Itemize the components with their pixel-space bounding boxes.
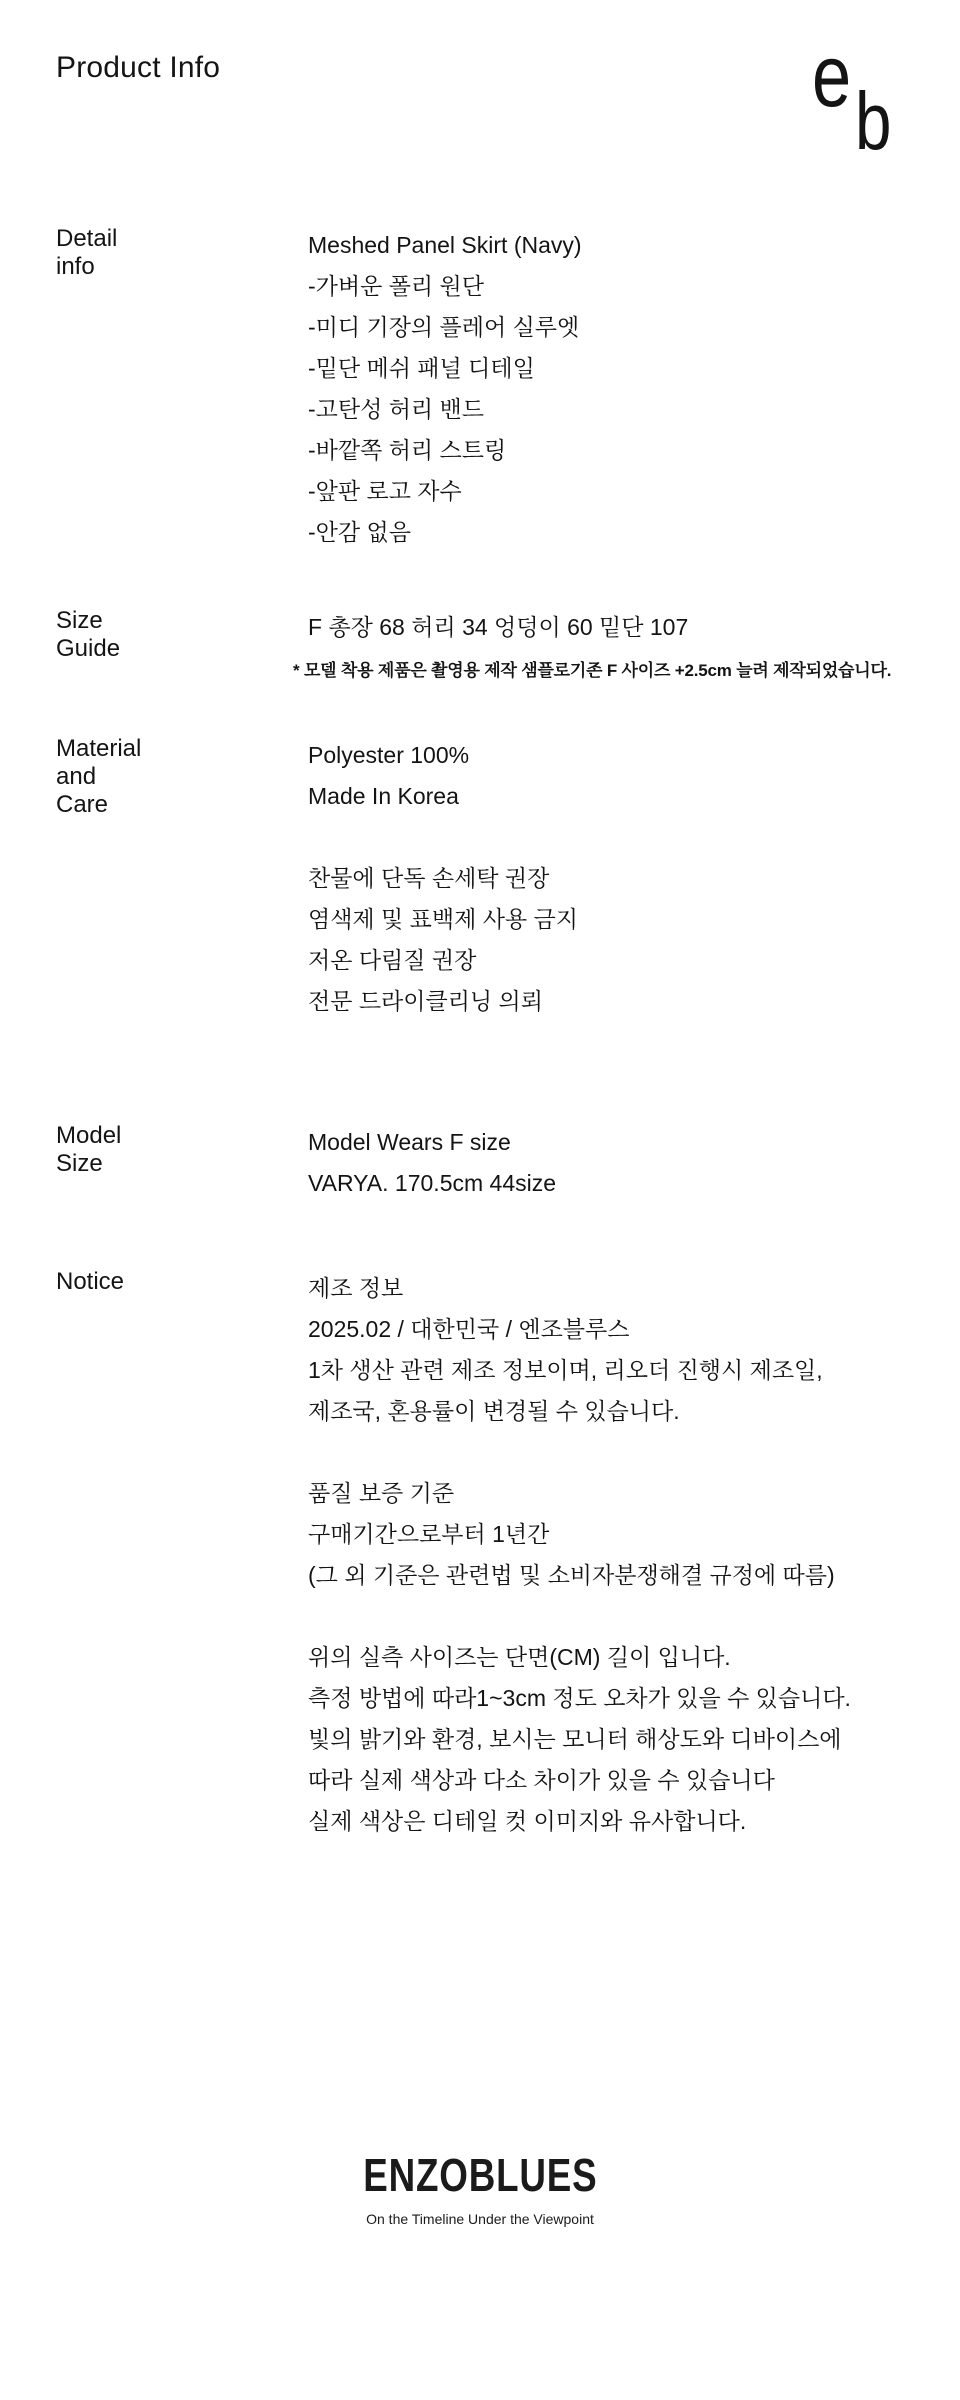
detail-feature-item: -가벼운 폴리 원단 [308, 273, 484, 299]
page-title: Product Info [56, 51, 221, 84]
notice-line: 품질 보증 기준 [308, 1480, 455, 1506]
label-line: Material [56, 735, 142, 762]
detail-feature-item: -안감 없음 [308, 519, 411, 545]
country-of-origin: Made In Korea [308, 783, 459, 809]
size-guide-content [293, 607, 892, 684]
label-line: Guide [56, 635, 121, 662]
notice-line: 2025.02 / 대한민국 / 엔조블루스 [308, 1316, 630, 1342]
detail-feature-item: -고탄성 허리 밴드 [308, 396, 484, 422]
label-line: Size [56, 1150, 103, 1177]
section-model-size [0, 1122, 960, 1204]
care-instruction: 염색제 및 표백제 사용 금지 [308, 906, 578, 932]
notice-line: 위의 실측 사이즈는 단면(CM) 길이 입니다. [308, 1644, 731, 1670]
section-label-model-size [0, 1122, 308, 1178]
notice-line: 제조 정보 [308, 1275, 404, 1301]
model-wears: Model Wears F size [308, 1129, 511, 1155]
brand-wordmark: ENZOBLUES [362, 2149, 598, 2201]
label-line: info [56, 253, 95, 280]
label-line: Care [56, 791, 109, 818]
section-detail-info [0, 225, 960, 553]
section-label-detail-info [0, 225, 308, 281]
detail-feature-item: -바깥쪽 허리 스트링 [308, 437, 507, 463]
section-size-guide [0, 607, 960, 684]
product-title: Meshed Panel Skirt (Navy) [308, 232, 582, 258]
notice-line: 빛의 밝기와 환경, 보시는 모니터 해상도와 디바이스에 [308, 1726, 842, 1752]
notice-line: 실제 색상은 디테일 컷 이미지와 유사합니다. [308, 1808, 747, 1834]
measurement-disclaimer-paragraph [308, 1637, 851, 1842]
size-sample-note: * 모델 착용 제품은 촬영용 제작 샘플로기존 F 사이즈 +2.5cm 늘려 제작되었습니다. [293, 661, 892, 680]
label-line: Detail [56, 225, 118, 252]
manufacturing-info-paragraph [308, 1268, 851, 1432]
label-line: Size [56, 607, 103, 634]
detail-feature-item: -밑단 메쉬 패널 디테일 [308, 355, 535, 381]
label-line: Model [56, 1122, 122, 1149]
logo-letter-e: e [812, 26, 852, 125]
notice-line: 제조국, 혼용률이 변경될 수 있습니다. [308, 1398, 680, 1424]
detail-feature-item: -미디 기장의 플레어 실루엣 [308, 314, 580, 340]
detail-info-content [308, 225, 582, 553]
section-notice [0, 1268, 960, 1842]
model-size-content [308, 1122, 556, 1204]
brand-logo-eb-icon [800, 26, 910, 167]
care-instruction: 찬물에 단독 손세탁 권장 [308, 865, 550, 891]
warranty-paragraph [308, 1473, 851, 1596]
care-instruction: 전문 드라이클리닝 의뢰 [308, 988, 543, 1014]
material-paragraph [308, 735, 578, 817]
notice-line: 1차 생산 관련 제조 정보이며, 리오더 진행시 제조일, [308, 1357, 823, 1383]
material-care-content [308, 735, 578, 1022]
section-label-size-guide [0, 607, 308, 663]
model-stats: VARYA. 170.5cm 44size [308, 1170, 557, 1196]
section-label-notice [0, 1268, 308, 1296]
care-paragraph [308, 858, 578, 1022]
care-instruction: 저온 다림질 권장 [308, 947, 477, 973]
notice-line: 따라 실제 색상과 다소 차이가 있을 수 있습니다 [308, 1767, 775, 1793]
logo-letter-b: b [855, 76, 892, 167]
section-label-material-care [0, 735, 308, 819]
page-header [0, 0, 960, 167]
size-measurements: F 총장 68 허리 34 엉덩이 60 밑단 107 [308, 614, 689, 640]
label-line: and [56, 763, 97, 790]
notice-line: 구매기간으로부터 1년간 [308, 1521, 550, 1547]
notice-line: (그 외 기준은 관련법 및 소비자분쟁해결 규정에 따름) [308, 1562, 835, 1588]
label-line: Notice [56, 1268, 125, 1295]
material-composition: Polyester 100% [308, 742, 470, 768]
footer-brand-block [0, 2149, 960, 2378]
brand-tagline: On the Timeline Under the Viewpoint [366, 2211, 594, 2227]
notice-line: 측정 방법에 따라1~3cm 정도 오차가 있을 수 있습니다. [308, 1685, 851, 1711]
section-material-care [0, 735, 960, 1022]
notice-content [308, 1268, 851, 1842]
detail-feature-item: -앞판 로고 자수 [308, 478, 462, 504]
